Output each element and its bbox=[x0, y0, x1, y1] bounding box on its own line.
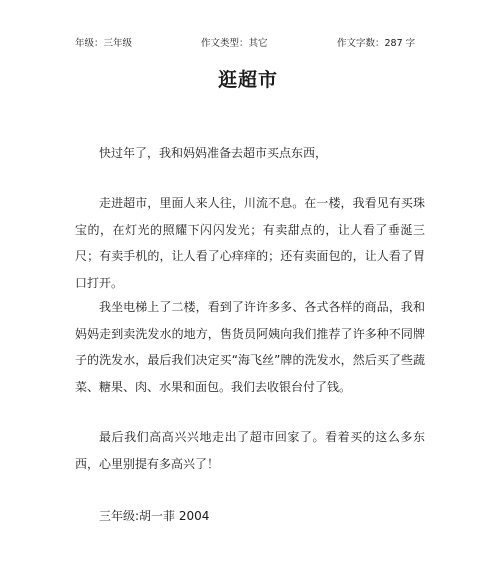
paragraph-2: 走进超市，里面人来人往，川流不息。在一楼，我看见有买珠宝的，在灯光的照耀下闪闪发光；有卖甜点的，让人看了垂涎三尺；有卖手机的，让人看了心痒痒的；还有卖面包的，让人看了胃口打开。 bbox=[75, 196, 425, 290]
paragraph-1: 快过年了，我和妈妈准备去超市买点东西， bbox=[99, 146, 328, 160]
essay-type-label: 作文类型：其它 bbox=[201, 38, 268, 49]
paragraph-4: 最后我们高高兴兴地走出了超市回家了。看着买的这么多东西，心里别提有多高兴了！ bbox=[75, 430, 425, 471]
word-count-label: 作文字数：287 字 bbox=[337, 38, 416, 49]
paragraph-3: 我坐电梯上了二楼，看到了许许多多、各式各样的商品，我和妈妈走到卖洗发水的地方，售货员阿姨向我们推荐了许多种不同牌子的洗发水，最后我们决定买“海飞丝”牌的洗发水，然后买了些蔬菜、糖果、肉、水果和面包。我们去收银台付了钱。 bbox=[75, 300, 425, 394]
grade-label: 年级：三年级 bbox=[75, 38, 133, 49]
essay-title: 逛超市 bbox=[217, 69, 278, 91]
author-signature: 三年级:胡一菲 2004 bbox=[99, 509, 210, 523]
essay-meta-row bbox=[0, 37, 496, 51]
